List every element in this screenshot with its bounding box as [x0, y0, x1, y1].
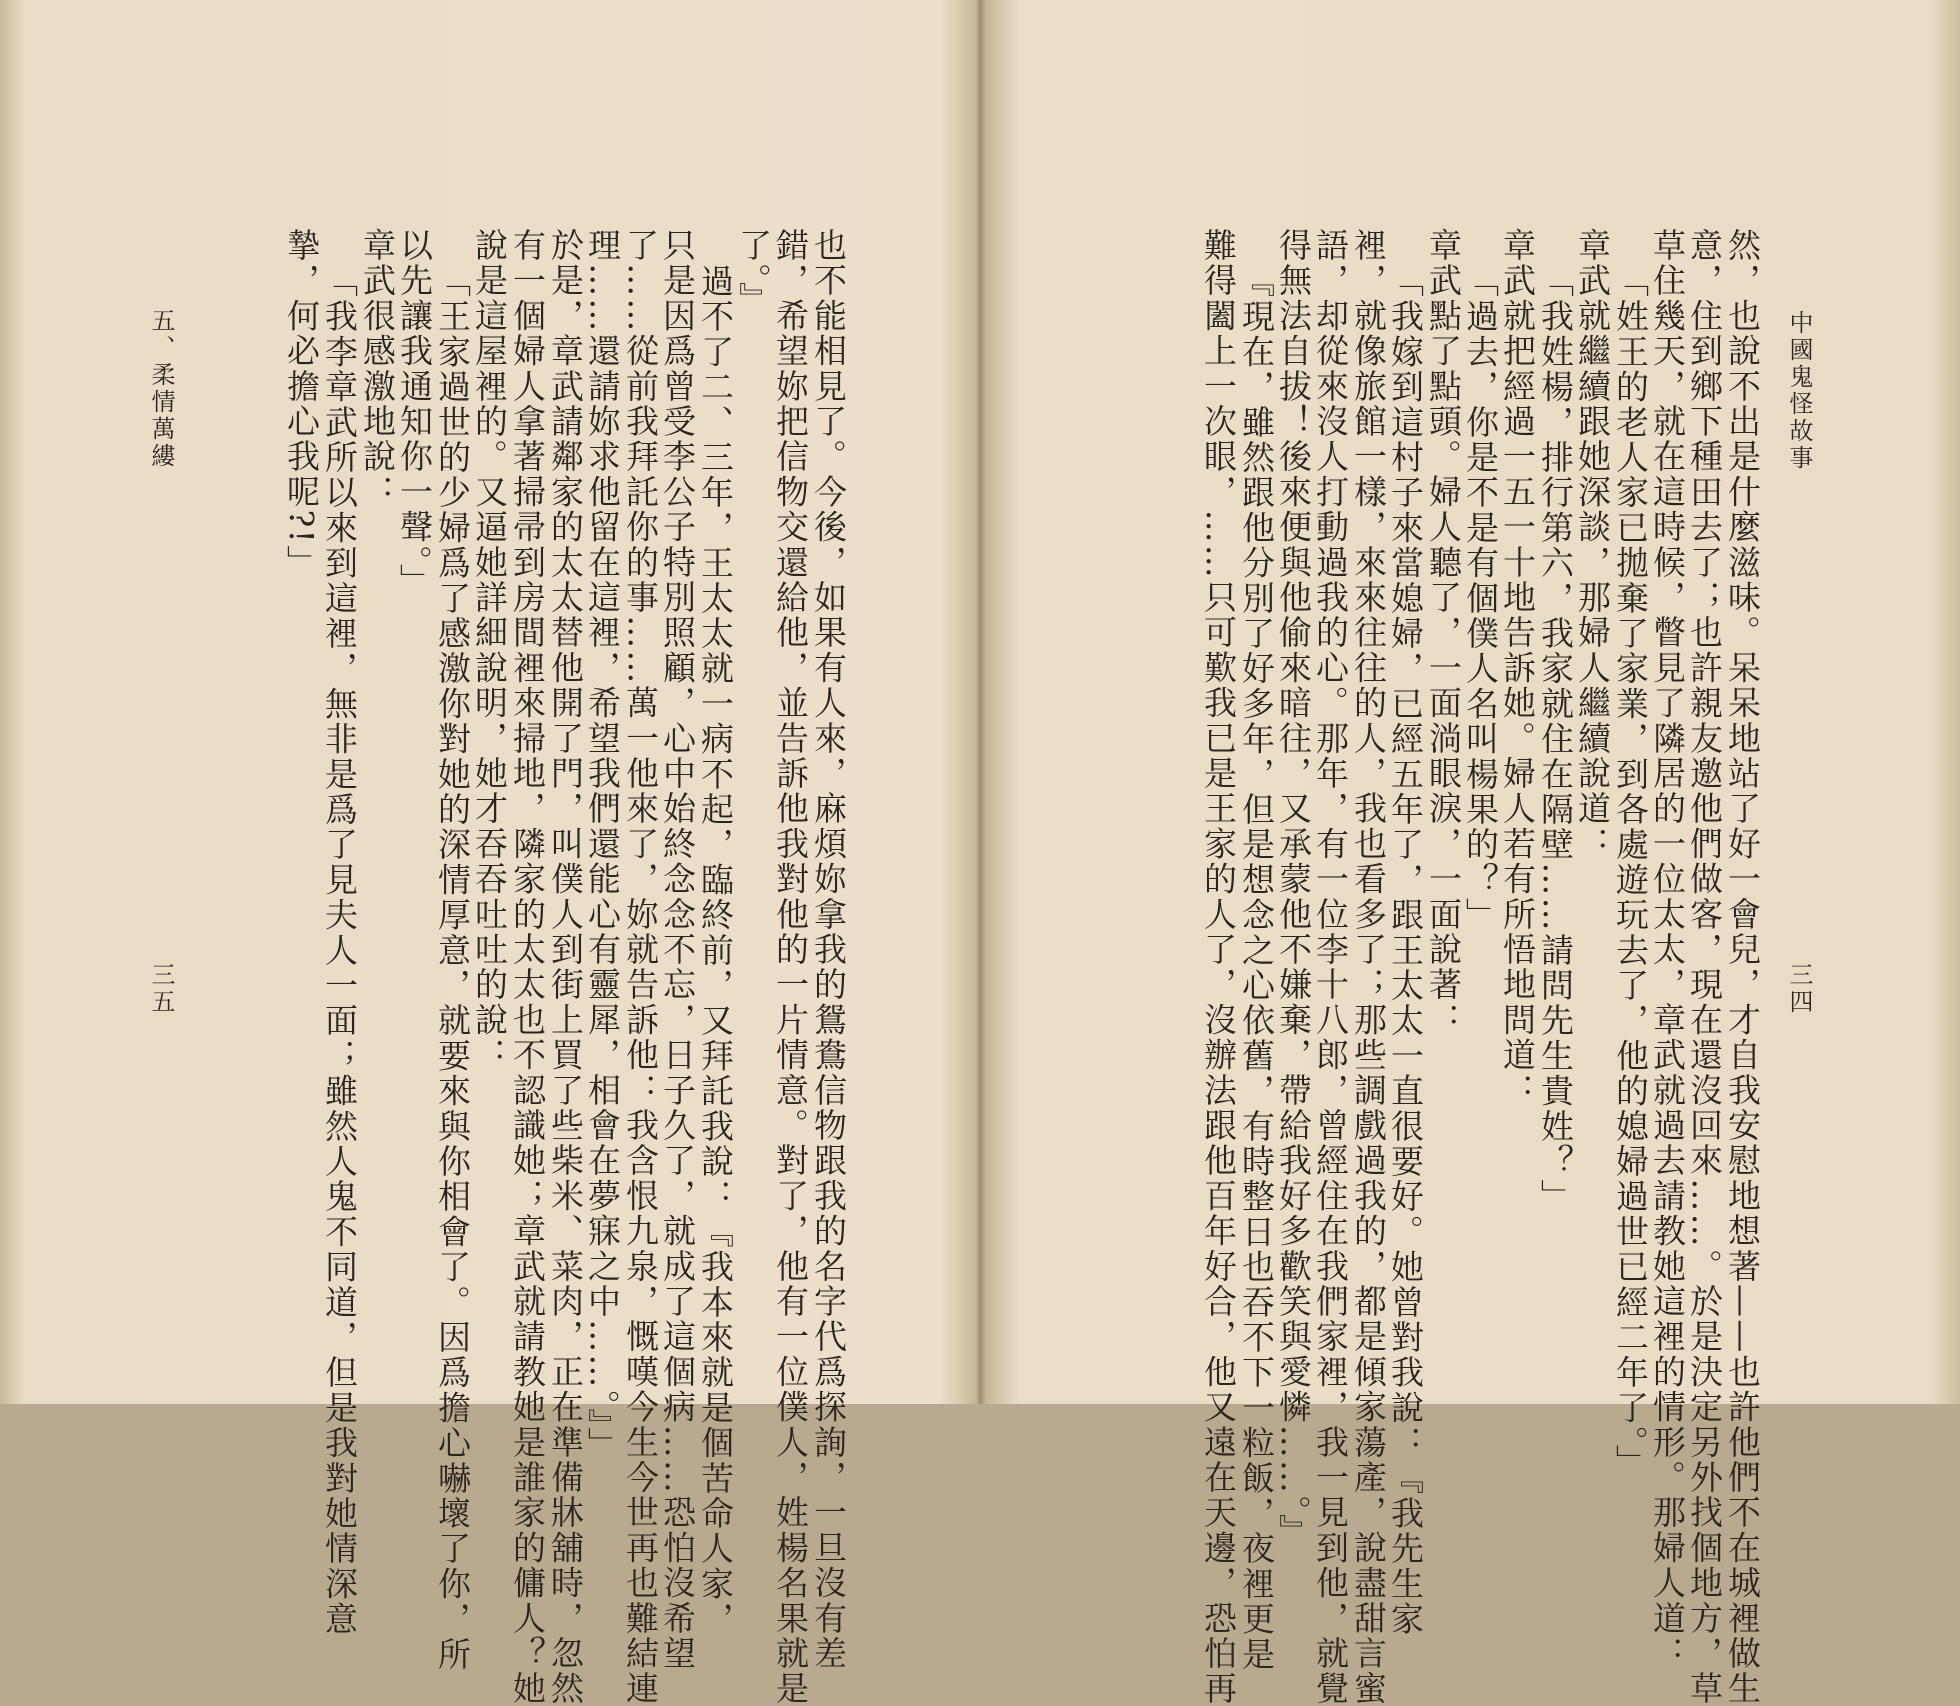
text-column: 「我嫁到這村子來當媳婦，已經五年了，跟王太太一直很要好。她曾對我說：『我先生家: [1386, 264, 1425, 1637]
text-column: 「我姓楊，排行第六，我家就住在隔壁……請問先生貴姓？」: [1536, 264, 1575, 1215]
text-column: 錯，希望妳把信物交還給他，並告訴他我對他的一片情意。對了，他有一位僕人，姓楊名果就是: [771, 228, 810, 1706]
page-number-left: 三五: [147, 962, 175, 1016]
text-column: 有一個婦人拿著掃帚到房間裡來掃地，隣家的太太也不認識她；章武就請教她是誰家的傭人？她: [508, 228, 547, 1706]
right-page: [980, 0, 1960, 1706]
text-column: 意，住到鄉下種田去了；也許親友邀他們做客，現在還沒回來……。於是決定另外找個地方，草: [1685, 228, 1724, 1706]
text-column: 得無法自拔！後來便與他偷來暗往，又承蒙他不嫌棄，帶給我好多歡笑與愛憐……。』: [1274, 228, 1313, 1550]
text-column: 只是因爲曾受李公子特別照顧，心中始終念念不忘，日子久了，就成了這個病……恐怕沒希望: [658, 228, 697, 1672]
text-column: 「姓王的老人家已拋棄了家業，到各處遊玩去了，他的媳婦過世已經二年了。」: [1611, 264, 1650, 1480]
text-column: 了。』: [734, 228, 773, 318]
text-column: 章武很感激地說：: [358, 228, 397, 510]
text-column: 摯，何必擔心我呢?!」: [282, 228, 321, 581]
text-column: 章武就繼續跟她深談，那婦人繼續說道：: [1573, 228, 1612, 862]
text-column: 草住幾天，就在這時候，瞥見了隣居的一位太太，章武就過去請教她這裡的情形。那婦人道：: [1648, 228, 1687, 1672]
text-column: 裡，就像旅館一樣，來來往往的人，我也看多了；那些調戲過我的，都是傾家蕩產，說盡甜言蜜: [1349, 228, 1388, 1706]
text-column: 「過去，你是不是有個僕人名叫楊果的？」: [1461, 264, 1500, 933]
text-column: 了……從前我拜託你的事……萬一他來了，妳就告訴他：我含恨九泉，慨嘆今生今世再也難結連: [621, 228, 660, 1706]
text-column: 章武就把經過一五一十地告訴她。婦人若有所悟地問道：: [1498, 228, 1537, 1108]
text-column: 也不能相見了。今後，如果有人來，麻煩妳拿我的鴛鴦信物跟我的名字代爲探詢，一旦沒有差: [809, 228, 848, 1672]
chapter-title: 五、柔情萬縷: [147, 308, 175, 470]
text-column: 『現在，雖然跟他分別了好多年，但是想念之心依舊，有時整日也吞不下一粒飯，夜裡更是: [1237, 264, 1276, 1672]
running-head: 中國鬼怪故事: [1785, 310, 1813, 472]
text-column: 章武點了點頭。婦人聽了，一面淌眼淚，一面說著：: [1424, 228, 1463, 1038]
text-column: 「王家過世的少婦爲了感激你對她的深情厚意，就要來與你相會了。因爲擔心嚇壞了你，所: [433, 264, 472, 1672]
text-column: 過不了二、三年，王太太就一病不起，臨終前，又拜託我說：『我本來就是個苦命人家，: [696, 264, 735, 1637]
text-column: 難得闔上一次眼，……只可歎我已是王家的人了，沒辦法跟他百年好合，他又遠在天邊，恐怕再: [1199, 228, 1238, 1706]
text-column: 理……還請妳求他留在這裡，希望我們還能心有靈犀，相會在夢寐之中……。』」: [583, 228, 622, 1463]
text-column: 語，却從來沒人打動過我的心。那年，有一位李十八郎，曾經住在我們家裡，我一見到他，就覺: [1311, 228, 1350, 1706]
text-column: 說是這屋裡的。又逼她詳細說明，她才吞吞吐吐的說：: [470, 228, 509, 1073]
text-column: 以先讓我通知你一聲。」: [395, 228, 434, 599]
text-column: 於是，章武請鄰家的太太替他開了門，叫僕人到街上買了些柴米、菜肉，正在準備牀舖時，忽然: [546, 228, 585, 1706]
page-number-right: 三四: [1785, 962, 1813, 1016]
text-column: 然，也說不出是什麼滋味。呆呆地站了好一會兒，才自我安慰地想著——也許他們不在城裡做生: [1723, 228, 1762, 1706]
text-column: 「我李章武所以來到這裡，無非是爲了見夫人一面；雖然人鬼不同道，但是我對她情深意: [320, 264, 359, 1637]
